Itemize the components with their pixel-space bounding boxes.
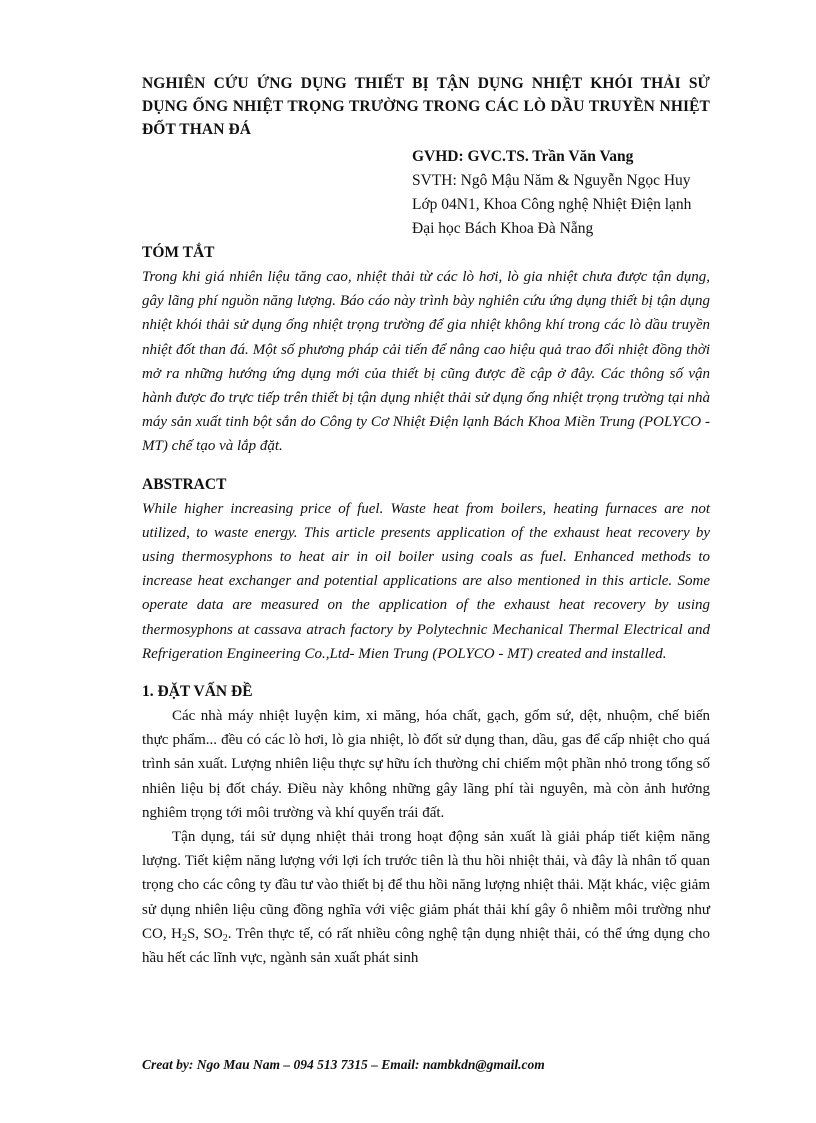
abstract-text: While higher increasing price of fuel. Waste heat from boilers, heating furnaces are not utilized, to waste energy. This article presents application of the exhaust heat recovery by using thermosyphons to heat air in oil boiler using coals as fuel. Enhanced methods to increase heat exchanger and potential applications are also mentioned in this article. Some operate data are measured on the application of the exhaust heat recovery by using thermosyphons at cassava atrach factory by Polytechnic Mechanical Thermal Electrical and Refrigeration Engineering Co.,Ltd- Mien Trung (POLYCO - MT) created and installed. bbox=[142, 500, 710, 662]
summary-heading: TÓM TẮT bbox=[142, 244, 215, 261]
p2-text-a: Tận dụng, tái sử dụng nhiệt thải trong hoạt động sản xuất là giải pháp tiết kiệm năng lượng. Tiết kiệm năng lượng với lợi ích trước tiên là thu hồi nhiệt thải, và đây là nhân tố quan trọng cho các công ty đầu tư vào thiết bị để thu hồi năng lượng nhiệt thải. Mặt khác, việc giảm sử dụng nhiên liệu cũng đồng nghĩa với việc giảm phát thải khí gây ô nhiễm môi trường như CO, H bbox=[142, 829, 710, 942]
class-line: Lớp 04N1, Khoa Công nghệ Nhiệt Điện lạnh bbox=[412, 196, 692, 213]
page-footer: Creat by: Ngo Mau Nam – 094 513 7315 – Email: nambkdn@gmail.com bbox=[142, 1057, 545, 1072]
p2-text-b: S, SO bbox=[186, 925, 223, 942]
credits-block bbox=[412, 145, 710, 241]
p2-text-c: . Trên thực tế, có rất nhiều công nghệ tận dụng nhiệt thải, có thể ứng dụng cho hầu hết các lĩnh vực, ngành sản xuất phát sinh bbox=[142, 925, 711, 967]
subscript-h2: 2 bbox=[181, 932, 187, 944]
university-line: Đại học Bách Khoa Đà Nẵng bbox=[412, 220, 594, 237]
section-1-paragraph-1: Các nhà máy nhiệt luyện kim, xi măng, hóa chất, gạch, gốm sứ, dệt, nhuộm, chế biến thực phẩm... đều có các lò hơi, lò gia nhiệt, lò đốt sử dụng than, dầu, gas để cấp nhiệt cho quá trình sản xuất. Lượng nhiên liệu thực sự hữu ích thường chỉ chiếm một phần nhỏ trong tổng số nhiên liệu bị đốt cháy. Điều này không những gây lãng phí tài nguyên, mà còn ảnh hưởng nghiêm trọng tới môi trường và khí quyển trái đất. bbox=[142, 708, 710, 821]
section-1-heading: 1. ĐẶT VẤN ĐỀ bbox=[142, 683, 253, 701]
supervisor-line: GVHD: GVC.TS. Trần Văn Vang bbox=[412, 148, 634, 165]
subscript-so2: 2 bbox=[222, 932, 228, 944]
paper-page bbox=[142, 72, 710, 970]
section-1-paragraph-2 bbox=[142, 825, 710, 970]
summary-text: Trong khi giá nhiên liệu tăng cao, nhiệt thải từ các lò hơi, lò gia nhiệt chưa được tận dụng, gây lãng phí nguồn năng lượng. Báo cáo này trình bày nghiên cứu ứng dụng thiết bị tận dụng nhiệt khói thải sử dụng ống nhiệt trọng trường để gia nhiệt không khí trong các lò dầu truyền nhiệt đốt than đá. Một số phương pháp cải tiến để nâng cao hiệu quả trao đổi nhiệt đồng thời mở ra những hướng ứng dụng mới của thiết bị cũng được đề cập ở đây. Các thông số vận hành được đo trực tiếp trên thiết bị tận dụng nhiệt thải sử dụng ống nhiệt trọng trường tại nhà máy sản xuất tinh bột sắn do Công ty Cơ Nhiệt Điện lạnh Bách Khoa Miền Trung (POLYCO - MT) chế tạo và lắp đặt. bbox=[142, 269, 710, 455]
paper-title: NGHIÊN CỨU ỨNG DỤNG THIẾT BỊ TẬN DỤNG NHIỆT KHÓI THẢI SỬ DỤNG ỐNG NHIỆT TRỌNG TRƯỜNG TRONG CÁC LÒ DẦU TRUYỀN NHIỆT ĐỐT THAN ĐÁ bbox=[142, 75, 710, 138]
students-line: SVTH: Ngô Mậu Năm & Nguyễn Ngọc Huy bbox=[412, 172, 691, 189]
abstract-heading: ABSTRACT bbox=[142, 475, 227, 493]
